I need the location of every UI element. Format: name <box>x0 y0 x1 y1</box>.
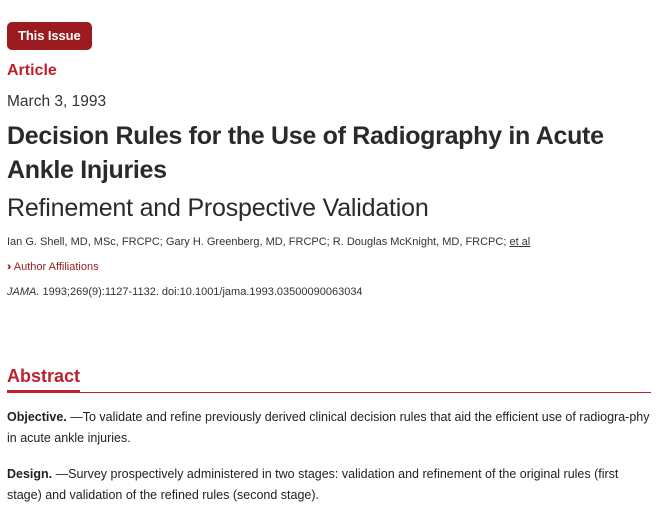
abstract-heading-bar <box>7 364 651 393</box>
author-names: Ian G. Shell, MD, MSc, FRCPC; Gary H. Greenberg, MD, FRCPC; R. Douglas McKnight, MD, FRCPC; <box>7 236 507 248</box>
abstract-section-label: Design. <box>7 467 53 481</box>
et-al-link[interactable]: et al <box>509 236 531 248</box>
article-title: Decision Rules for the Use of Radiography in Acute Ankle Injuries <box>7 122 604 184</box>
citation <box>7 286 363 298</box>
abstract-objective <box>7 407 651 449</box>
publication-date: March 3, 1993 <box>7 93 107 110</box>
citation-details: 1993;269(9):1127-1132. doi:10.1001/jama.1993.03500090063034 <box>39 286 363 298</box>
abstract-design <box>7 464 651 506</box>
abstract-section-text: —Survey prospectively administered in two stages: validation and refinement of the original rules (first stage) and validation of the refined rules (second stage). <box>7 467 619 502</box>
abstract-section-label: Objective. <box>7 410 67 424</box>
abstract-heading: Abstract <box>7 364 80 393</box>
author-affiliations-toggle[interactable] <box>7 261 99 273</box>
citation-journal: JAMA. <box>7 286 40 298</box>
double-chevron-right-icon: ›› <box>7 261 9 273</box>
author-affiliations-label: Author Affiliations <box>13 261 99 273</box>
author-list <box>7 236 530 248</box>
article-subtitle: Refinement and Prospective Validation <box>7 194 429 222</box>
this-issue-button[interactable]: This Issue <box>7 22 92 50</box>
abstract-section-text: —To validate and refine previously derived clinical decision rules that aid the efficient use of radiogra-phy in acute ankle injuries. <box>7 410 650 445</box>
article-type-label: Article <box>7 62 57 79</box>
